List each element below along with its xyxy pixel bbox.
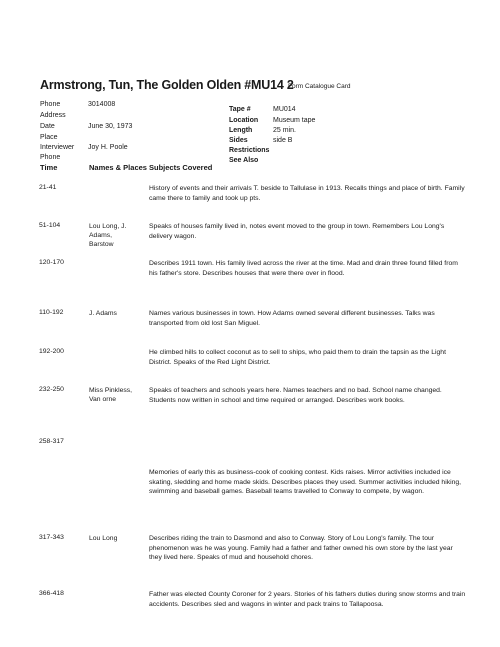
entry-time: 317-343 (39, 534, 64, 541)
meta-label: Location (229, 117, 259, 124)
entry-time: 192-200 (39, 348, 64, 355)
entry-subject: He climbed hills to collect coconut as to sell to ships, who paid them to drain the tapsin as the Light District. Speaks of the Red Light District. (149, 349, 446, 366)
meta-value: MU014 (273, 106, 296, 113)
meta-label: Sides (229, 137, 248, 144)
meta-value: Joy H. Poole (88, 144, 128, 151)
meta-label: Length (229, 127, 253, 134)
entry-subject: History of events and their arrivals T. beside to Tallulase in 1913. Recalls things and place of birth. Family came there to family and took up pts. (149, 185, 465, 202)
entry-time: 120-170 (39, 259, 64, 266)
meta-value: June 30, 1973 (88, 123, 133, 130)
page-title: Armstrong, Tun, The Golden Olden #MU14 2 (40, 78, 294, 92)
entry-subject: Names various businesses in town. How Adams owned several different businesses. Talks was transported from old lost San Miguel. (149, 310, 435, 327)
column-header-subjects: Subjects Covered (149, 163, 213, 172)
meta-label: Tape # (229, 106, 251, 113)
meta-label: Phone (40, 154, 61, 161)
entry-names: Lou Long, J. Adams, Barstow (89, 223, 127, 248)
entry-time: 110-192 (39, 309, 64, 316)
entry-names: Miss Pinkless, Van orne (89, 387, 133, 403)
meta-label: Date (40, 123, 55, 130)
entry-subject: Speaks of teachers and schools years here. Names teachers and no bad. School name changed. Students now written in school and time required or arranged. Describes work books. (149, 387, 442, 404)
meta-label: See Also (229, 157, 259, 164)
column-header-names: Names & Places (89, 163, 147, 172)
meta-label: Interviewer (40, 144, 75, 151)
meta-value: side B (273, 137, 293, 144)
entry-names: Lou Long (89, 535, 118, 542)
entry-subject: Speaks of houses family lived in, notes event moved to the group in town. Remembers Lou Long's delivery wagon. (149, 223, 445, 240)
column-header-time: Time (40, 163, 58, 172)
entry-subject: Describes 1911 town. His family lived across the river at the time. Mad and drain three found filled from his father's store. Describes houses that were there over in flood. (149, 260, 458, 277)
meta-label: Restrictions (229, 147, 270, 154)
meta-value: 3014008 (88, 101, 116, 108)
page-subtitle: Form Catalogue Card (288, 83, 351, 90)
entry-names: J. Adams (89, 310, 117, 317)
entry-subject: Describes riding the train to Dasmond and also to Conway. Story of Lou Long's family. The tour phenomenon was he was young. Family had a father and father owned his own store by the last year they lived here. Speaks of mud and household chores. (149, 535, 453, 561)
meta-value: Museum tape (273, 117, 316, 124)
meta-label: Address (40, 112, 66, 119)
entry-time: 232-250 (39, 386, 64, 393)
meta-label: Phone (40, 101, 61, 108)
entry-time: 51-104 (39, 222, 61, 229)
entry-subject: Father was elected County Coroner for 2 years. Stories of his fathers duties during snow storms and train accidents. Describes sled and wagons in winter and pack trains to Tallapoosa. (149, 591, 466, 608)
meta-label: Place (40, 134, 58, 141)
entry-time: 21-41 (39, 184, 57, 191)
entry-time: 258-317 (39, 438, 64, 445)
entry-time: 366-418 (39, 590, 64, 597)
meta-value: 25 min. (273, 127, 296, 134)
entry-subject: Memories of early this as business-cook of cooking contest. Kids raises. Mirror activities included ice skating, sledding and home made skids. Describes places they used. Summer activities included hiking, swimming and baseball games. Baseball teams travelled to Conway to compete, by wagon. (149, 469, 462, 495)
